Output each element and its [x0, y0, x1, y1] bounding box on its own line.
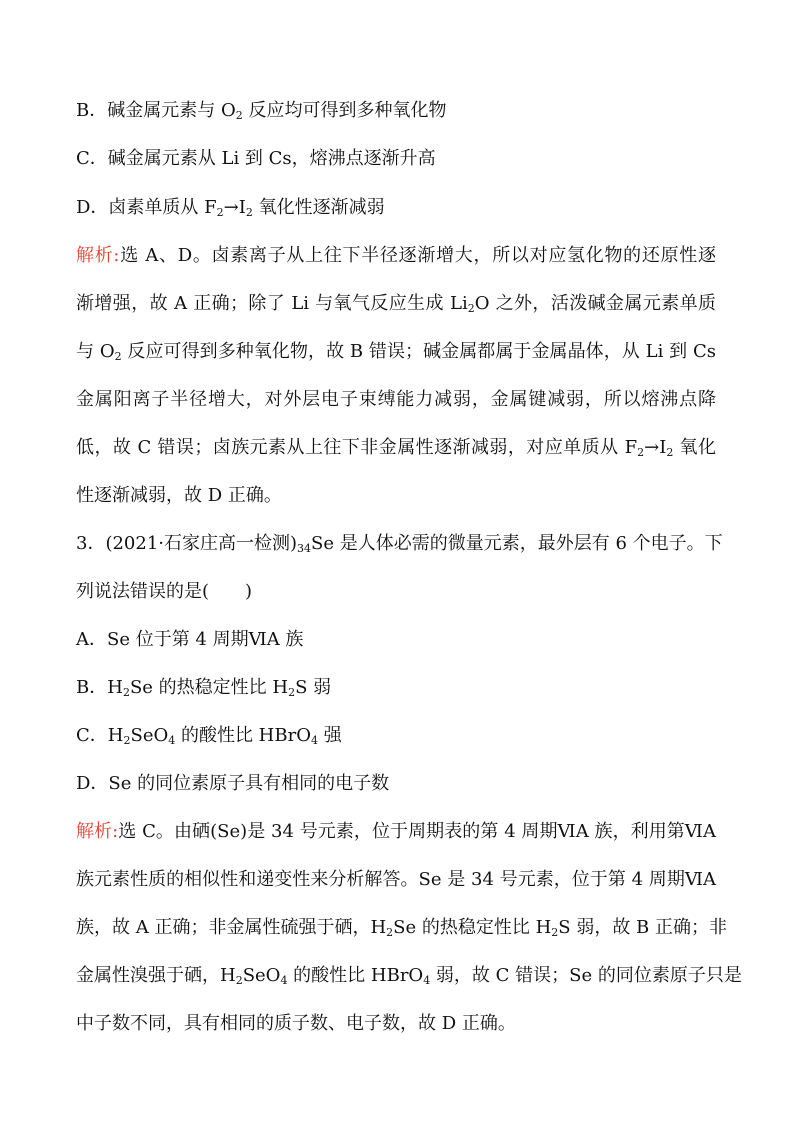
q2-analysis-line-1: 解析:选 A、D。卤素离子从上往下半径逐渐增大，所以对应氢化物的还原性逐	[76, 245, 716, 266]
q3-stem-line-2: 列说法错误的是( )	[76, 581, 253, 602]
q2-analysis-line-5: 低，故 C 错误；卤族元素从上往下非金属性逐渐减弱，对应单质从 $F_2\to I_2$ 氧化	[76, 437, 716, 459]
q2-option-c: C．碱金属元素从 Li 到 Cs，熔沸点逐渐升高	[76, 148, 436, 169]
q2-analysis-line-3: 与 $O_2$ 反应可得到多种氧化物，故 B 错误；碱金属都属于金属晶体，从 Li 到 Cs	[76, 341, 716, 363]
q3-option-a: A．Se 位于第 4 周期ⅥA 族	[76, 629, 304, 650]
q3-option-d: D．Se 的同位素原子具有相同的电子数	[76, 773, 390, 794]
q2-option-d: D．卤素单质从 $F_2\to I_2$ 氧化性逐渐减弱	[76, 197, 385, 219]
q3-analysis-line-2: 族元素性质的相似性和递变性来分析解答。Se 是 34 号元素，位于第 4 周期ⅥA	[76, 869, 716, 890]
q2-analysis-line-6: 性逐渐减弱，故 D 正确。	[76, 485, 282, 506]
q3-option-b: B．$H_2Se$ 的热稳定性比 $H_2S$ 弱	[76, 677, 332, 699]
analysis-label: 解析:	[76, 821, 119, 842]
q3-analysis-line-4: 金属性溴强于硒，$H_2SeO_4$ 的酸性比 HBrO$_4$ 弱，故 C 错误；Se 的同位素原子只是	[76, 965, 742, 987]
analysis-label: 解析:	[76, 245, 120, 266]
q3-stem-line-1: 3．(2021·石家庄高一检测)$_{34}Se$ 是人体必需的微量元素，最外层有 6 个电子。下	[76, 533, 723, 555]
q3-analysis-line-5: 中子数不同，具有相同的质子数、电子数，故 D 正确。	[76, 1013, 516, 1034]
q2-option-b: B．碱金属元素与 $O_2$ 反应均可得到多种氧化物	[76, 100, 447, 122]
q2-analysis-line-4: 金属阳离子半径增大，对外层电子束缚能力减弱，金属键减弱，所以熔沸点降	[76, 389, 716, 410]
q3-analysis-line-3: 族，故 A 正确；非金属性硫强于硒，$H_2Se$ 的热稳定性比 $H_2S$ 弱，故 B 正确；非	[76, 917, 727, 939]
q2-analysis-line-2: 渐增强，故 A 正确；除了 Li 与氧气反应生成 $Li_2O$ 之外，活泼碱金属元素单质	[76, 293, 717, 315]
q3-analysis-line-1: 解析:选 C。由硒(Se)是 34 号元素，位于周期表的第 4 周期ⅥA 族，利用第ⅥA	[76, 821, 716, 842]
q3-option-c: C．$H_2SeO_4$ 的酸性比 HBrO$_4$ 强	[76, 725, 342, 747]
